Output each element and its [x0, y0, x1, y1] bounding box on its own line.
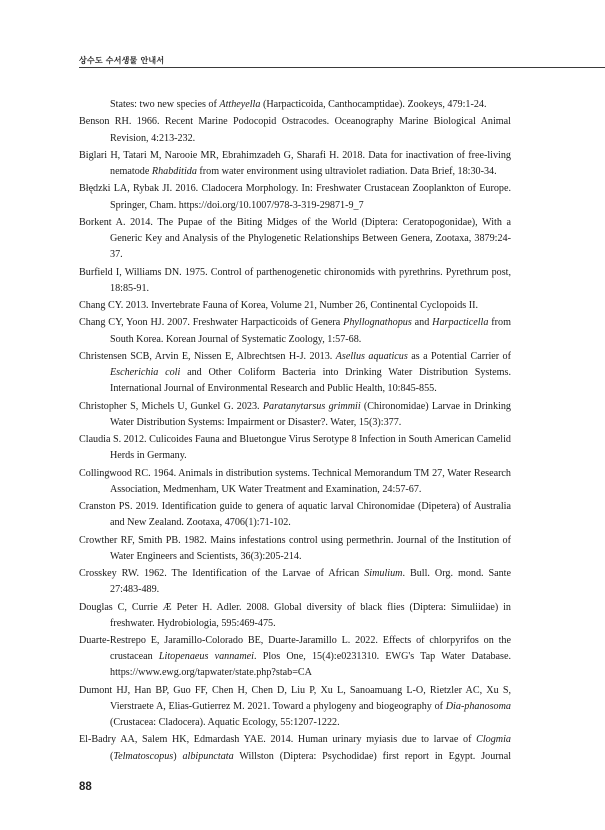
reference-entry — [79, 633, 511, 682]
reference-entry — [79, 732, 511, 764]
reference-text: Willston (Diptera: Psychodidae) first report in Egypt. Journal — [233, 750, 512, 762]
italic-term: Dia-phanosoma — [445, 700, 511, 712]
reference-entry — [79, 399, 511, 431]
reference-text: (Harpacticoida, Canthocamptidae). Zookeys, 479:1-24. — [260, 99, 487, 110]
reference-entry — [79, 148, 511, 180]
reference-text: . Plos One, 15(4):e0231310. EWG's Tap Water Database. https://www.ewg.org/tapwater/state.php?stab=CA — [110, 651, 511, 679]
reference-text: as a Potential Carrier of — [407, 350, 511, 362]
reference-text: Duarte-Restrepo E, Jaramillo-Colorado BE, Duarte-Jaramillo L. 2022. Effects of chlorpyrifos on the crustacean — [79, 635, 511, 663]
italic-term: Rhabditida — [151, 166, 197, 177]
reference-text: Chang CY, Yoon HJ. 2007. Freshwater Harpacticoids of Genera — [79, 317, 344, 329]
reference-text: ) — [173, 750, 183, 762]
reference-entry — [79, 114, 511, 146]
reference-text: and — [411, 317, 433, 329]
reference-text: Crosskey RW. 1962. The Identification of the Larvae of African — [79, 568, 365, 579]
reference-text: ( — [110, 750, 114, 762]
reference-text: Dumont HJ, Han BP, Guo FF, Chen H, Chen D, Liu P, Xu L, Sanoamuang L-O, Rietzler AC, Xu S, Vierstraete A, Elias-Gutierrez M. 2021. Toward a phylogeny and biogeography of — [79, 684, 511, 712]
reference-text: (Chironomidae) Larvae in Drinking Water Distribution Systems: Impairment or Disaster?. Water, 15(3):377. — [110, 400, 511, 428]
reference-text: from water environment using ultraviolet radiation. Data Brief, 18:30-34. — [196, 166, 497, 177]
reference-text: Cranston PS. 2019. Identification guide to genera of aquatic larval Chironomidae (Dipetera) of Australia and New Zealand. Zootaxa, 4706(1):71-102. — [79, 501, 511, 529]
reference-entry — [79, 566, 511, 598]
reference-text: . Bull. Org. mond. Sante 27:483-489. — [110, 568, 511, 596]
reference-entry — [79, 181, 511, 213]
reference-text: Douglas C, Currie Æ Peter H. Adler. 2008. Global diversity of black flies (Diptera: Simuliidae) in freshwater. Hydrobiologia, 595:469-475. — [79, 601, 511, 629]
reference-text: Collingwood RC. 1964. Animals in distribution systems. Technical Memorandum TM 27, Water Research Association, Medmenham, UK Water Treatment and Examination, 24:57-67. — [79, 467, 511, 495]
italic-term: Telmatoscopus — [113, 750, 174, 762]
reference-text: and Other Coliform Bacteria into Drinking Water Distribution Systems. International Journal of Environmental Research and Public Health, 10:845-855. — [110, 367, 511, 395]
italic-term: Asellus aquaticus — [335, 350, 408, 362]
reference-entry — [79, 466, 511, 498]
reference-list — [79, 97, 511, 766]
italic-term: Phyllognathopus — [343, 317, 412, 329]
reference-text: Burfield I, Williams DN. 1975. Control of parthenogenetic chironomids with pyrethrins. Pyrethrum post, 18:85-91. — [79, 266, 511, 294]
italic-term: Simulium — [364, 568, 403, 579]
reference-text: Borkent A. 2014. The Pupae of the Biting Midges of the World (Diptera: Ceratopogonidae), With a Generic Key and Analysis of the Phylogenetic Relationships Between Genera, Zootaxa, 3879:24-37. — [79, 216, 511, 261]
italic-term: Clogmia — [476, 734, 511, 746]
italic-term: Paratanytarsus grimmii — [262, 400, 361, 412]
italic-term: Litopenaeus vannamei — [158, 651, 254, 663]
page-number: 88 — [79, 781, 92, 793]
reference-entry — [79, 499, 511, 531]
reference-entry — [79, 298, 511, 314]
italic-term: albipunctata — [182, 750, 234, 762]
reference-entry — [79, 600, 511, 632]
reference-entry — [79, 683, 511, 732]
reference-text: Chang CY. 2013. Invertebrate Fauna of Korea, Volume 21, Number 26, Continental Cyclopoids II. — [79, 300, 479, 311]
reference-entry — [79, 315, 511, 347]
reference-text: Christensen SCB, Arvin E, Nissen E, Albrechtsen H-J. 2013. — [79, 350, 336, 362]
reference-text: Crowther RF, Smith PB. 1982. Mains infestations control using permethrin. Journal of the Institution of Water Engineers and Scientists, 36(3):205-214. — [79, 534, 511, 562]
reference-text: from South Korea. Korean Journal of Systematic Zoology, 1:57-68. — [110, 317, 511, 345]
reference-entry — [79, 432, 511, 464]
header-rule — [79, 67, 605, 68]
reference-entry — [79, 215, 511, 264]
reference-text: States: two new species of — [110, 99, 220, 110]
reference-text: Biglari H, Tatari M, Narooie MR, Ebrahimzadeh G, Sharafi H. 2018. Data for inactivation of free-living nematode — [79, 149, 511, 177]
reference-text: Benson RH. 1966. Recent Marine Podocopid Ostracodes. Oceanography Marine Biological Animal Revision, 4:213-232. — [79, 116, 511, 144]
reference-text: (Crustacea: Cladocera). Aquatic Ecology, 55:1207-1222. — [110, 717, 340, 729]
reference-text: Błędzki LA, Rybak JI. 2016. Cladocera Morphology. In: Freshwater Crustacean Zooplankton of Europe. Springer, Cham. https://doi.org/10.1007/978-3-319-29871-9_7 — [79, 183, 511, 211]
running-header: 상수도 수서생물 안내서 — [79, 56, 165, 65]
reference-text: El-Badry AA, Salem HK, Edmardash YAE. 2014. Human urinary myiasis due to larvae of — [79, 734, 477, 746]
reference-entry — [79, 265, 511, 297]
reference-entry — [79, 349, 511, 398]
reference-entry — [79, 97, 511, 113]
italic-term: Escherichia coli — [110, 367, 181, 378]
italic-term: Harpacticella — [432, 317, 489, 329]
reference-text: Claudia S. 2012. Culicoides Fauna and Bluetongue Virus Serotype 8 Infection in South American Camelid Herds in Germany. — [79, 434, 511, 462]
reference-entry — [79, 533, 511, 565]
reference-text: Christopher S, Michels U, Gunkel G. 2023. — [79, 400, 263, 412]
italic-term: Attheyella — [219, 99, 261, 110]
